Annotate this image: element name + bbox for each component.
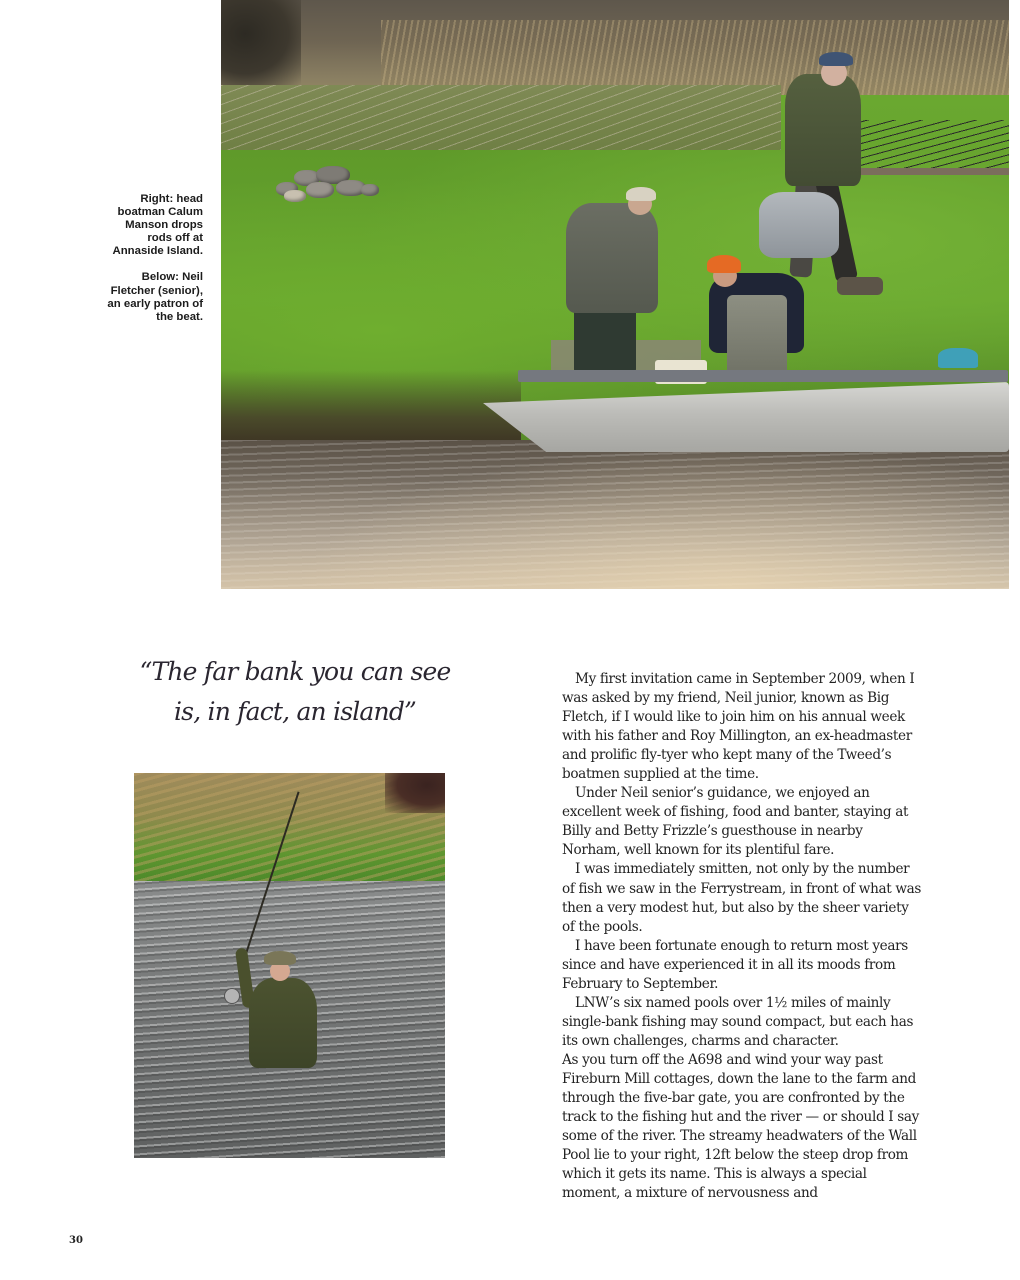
photo-boat-at-bank xyxy=(221,0,1009,589)
trees xyxy=(385,773,445,813)
pull-quote: “The far bank you can see is, in fact, an island” xyxy=(139,657,451,726)
body-paragraph: Under Neil senior’s guidance, we enjoyed an excellent week of fishing, food and banter, staying at Billy and Betty Frizzle’s guesthouse in nearby Norham, well known for its plentiful fare. xyxy=(562,785,909,859)
photo-angler-wading xyxy=(134,773,445,1158)
wax-jacket xyxy=(249,978,317,1068)
body-paragraph: My first invitation came in September 2009, when I was asked by my friend, Neil junior, known as Big Fletch, if I would like to join him on his annual week with his father and Roy Millington, an ex-headmaster and prolific fly-tyer who kept many of the Tweed’s boatmen supplied at the time. xyxy=(562,671,915,783)
body-paragraph: As you turn off the A698 and wind your way past Fireburn Mill cottages, down the lane to the farm and through the five-bar gate, you are confronted by the track to the fishing hut and the river — or should I say some of the river. The streamy headwaters of the Wall Pool lie to your right, 12ft below the steep drop from which it gets its name. This is always a special moment, a mixture of nervousness and xyxy=(562,1051,919,1202)
tweed-cap xyxy=(264,951,296,965)
body-paragraph: I have been fortunate enough to return most years since and have experienced it in all its moods from February to September. xyxy=(562,937,908,992)
body-paragraph: I was immediately smitten, not only by the number of fish we saw in the Ferrystream, in front of what was then a very modest hut, but also by the sheer variety of the pools. xyxy=(562,861,921,935)
tree-trunk xyxy=(221,0,301,85)
photo-caption xyxy=(100,193,203,337)
page-number: 30 xyxy=(69,1235,83,1246)
fly-reel xyxy=(224,988,240,1004)
caption-below: Below: Neil Fletcher (senior), an early patron of the beat. xyxy=(107,271,203,323)
stone-pile xyxy=(276,160,396,205)
boatman-flat-cap xyxy=(781,52,891,312)
body-paragraph: LNW’s six named pools over 1½ miles of mainly single-bank fishing may sound compact, but each has its own challenges, charms and character. xyxy=(562,994,914,1049)
grey-tackle-bag xyxy=(759,192,839,258)
caption-right: Right: head boatman Calum Manson drops rods off at Annaside Island. xyxy=(112,193,203,258)
article-body xyxy=(562,670,924,1203)
foreground-haze xyxy=(221,420,1009,589)
mooring-rope xyxy=(938,348,978,368)
angler-neil-fletcher-senior xyxy=(234,943,334,1073)
angler-grey-jacket xyxy=(566,185,666,375)
boat-oar xyxy=(518,370,1008,382)
